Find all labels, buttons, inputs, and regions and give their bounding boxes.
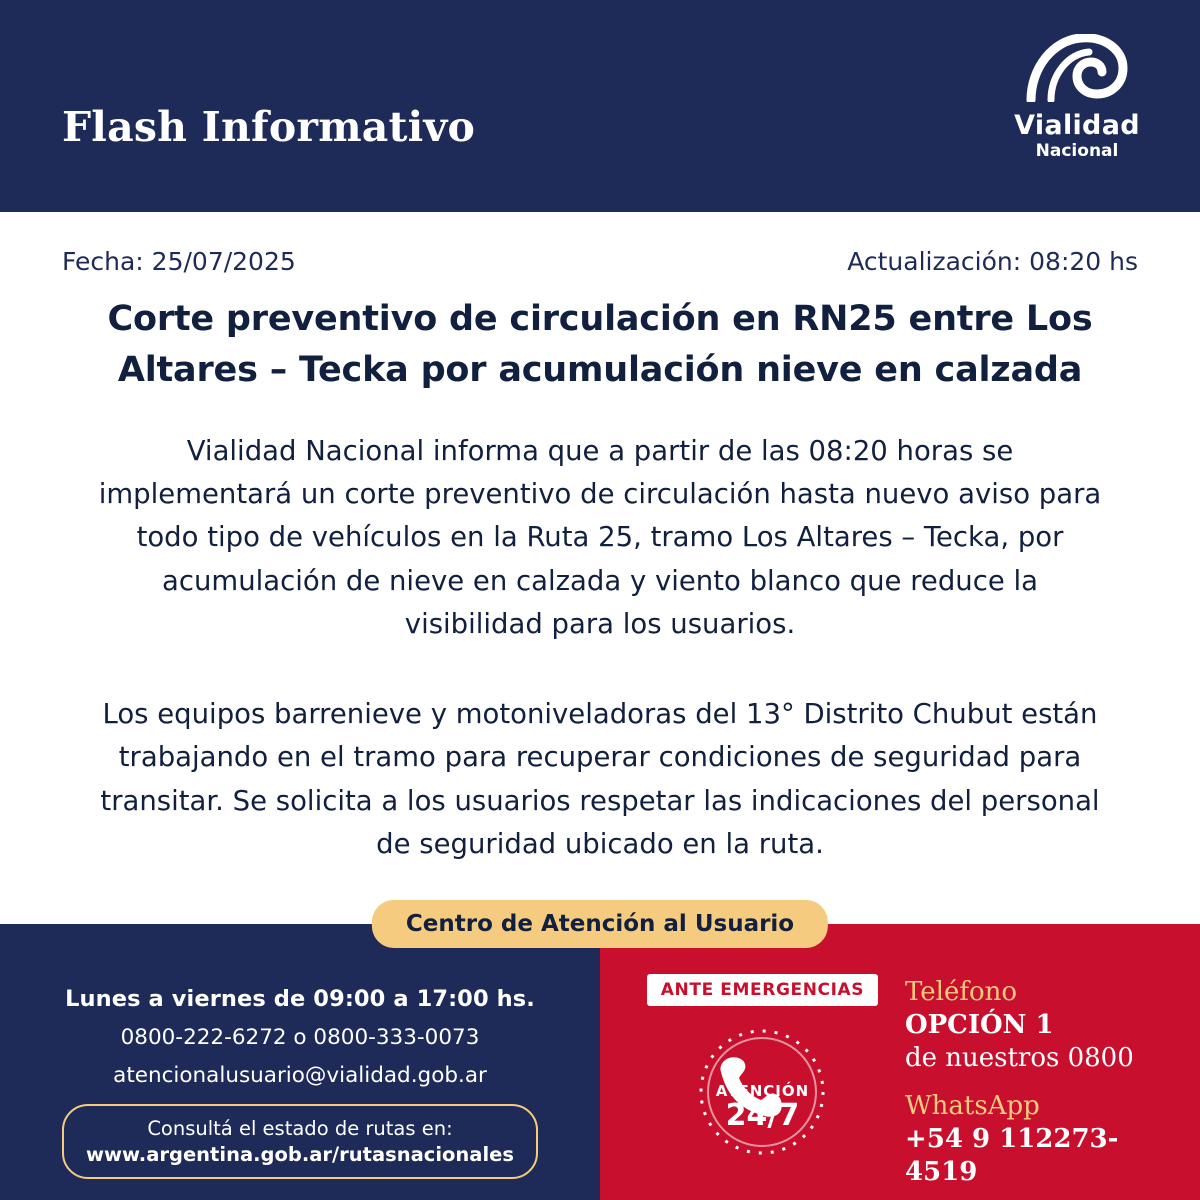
vialidad-logo bbox=[1002, 34, 1152, 161]
phone-label: Teléfono bbox=[904, 977, 1018, 1007]
whatsapp-number[interactable]: +54 9 112273-4519 bbox=[904, 1123, 1119, 1188]
service-phones: 0800-222-6272 o 0800-333-0073 bbox=[120, 1025, 480, 1050]
main-content bbox=[0, 276, 1200, 924]
routes-status-box[interactable] bbox=[62, 1104, 538, 1179]
headline: Corte preventivo de circulación en RN25 entre Los Altares – Tecka por acumulación nieve en calzada bbox=[107, 299, 1093, 390]
clock-247-label: 24/7 bbox=[725, 1098, 800, 1133]
update-time: Actualización: 08:20 hs bbox=[847, 247, 1138, 276]
phone-detail: de nuestros 0800 bbox=[904, 1043, 1134, 1074]
publication-date: Fecha: 25/07/2025 bbox=[62, 247, 296, 276]
page-title: Flash Informativo bbox=[62, 103, 476, 151]
routes-status-url[interactable]: www.argentina.gob.ar/rutasnacionales bbox=[86, 1142, 514, 1166]
emergency-block bbox=[626, 972, 899, 1200]
phone-option: OPCIÓN 1 bbox=[904, 1009, 1054, 1040]
logo-subtitle: Nacional bbox=[1035, 141, 1119, 161]
page-footer bbox=[0, 911, 1200, 1200]
meta-row bbox=[0, 212, 1200, 276]
road-swirl-icon bbox=[1002, 34, 1152, 106]
page-header bbox=[0, 0, 1200, 212]
emergency-clock bbox=[667, 1020, 857, 1170]
clock-attention-label: ATENCIÓN bbox=[715, 1082, 810, 1100]
logo-name: Vialidad bbox=[1014, 110, 1140, 141]
routes-status-label: Consultá el estado de rutas en: bbox=[147, 1117, 453, 1140]
service-email[interactable]: atencionalusuario@vialidad.gob.ar bbox=[113, 1063, 487, 1088]
paragraph-two: Los equipos barrenieve y motoniveladoras del 13° Distrito Chubut están trabajando en el tramo para recuperar condiciones de seguridad para transitar. Se solicita a los usuarios respetar las indicaciones del personal de seguridad ubicado en la ruta. bbox=[100, 697, 1100, 860]
footer-emergency-panel bbox=[600, 924, 1200, 1200]
customer-service-badge: Centro de Atención al Usuario bbox=[372, 900, 828, 948]
service-hours: Lunes a viernes de 09:00 a 17:00 hs. bbox=[65, 986, 535, 1012]
emergency-contacts bbox=[899, 972, 1174, 1200]
whatsapp-label: WhatsApp bbox=[904, 1091, 1040, 1122]
emergency-tag: ANTE EMERGENCIAS bbox=[647, 974, 878, 1006]
footer-contact-panel bbox=[0, 924, 600, 1200]
clock-ticks bbox=[701, 1031, 823, 1153]
phone-handset-icon bbox=[721, 1057, 782, 1117]
paragraph-one: Vialidad Nacional informa que a partir de las 08:20 horas se implementará un corte preventivo de circulación hasta nuevo aviso para todo tipo de vehículos en la Ruta 25, tramo Los Altares – Tecka, por acumulación de nieve en calzada y viento blanco que reduce la visibilidad para los usuarios. bbox=[98, 434, 1102, 641]
